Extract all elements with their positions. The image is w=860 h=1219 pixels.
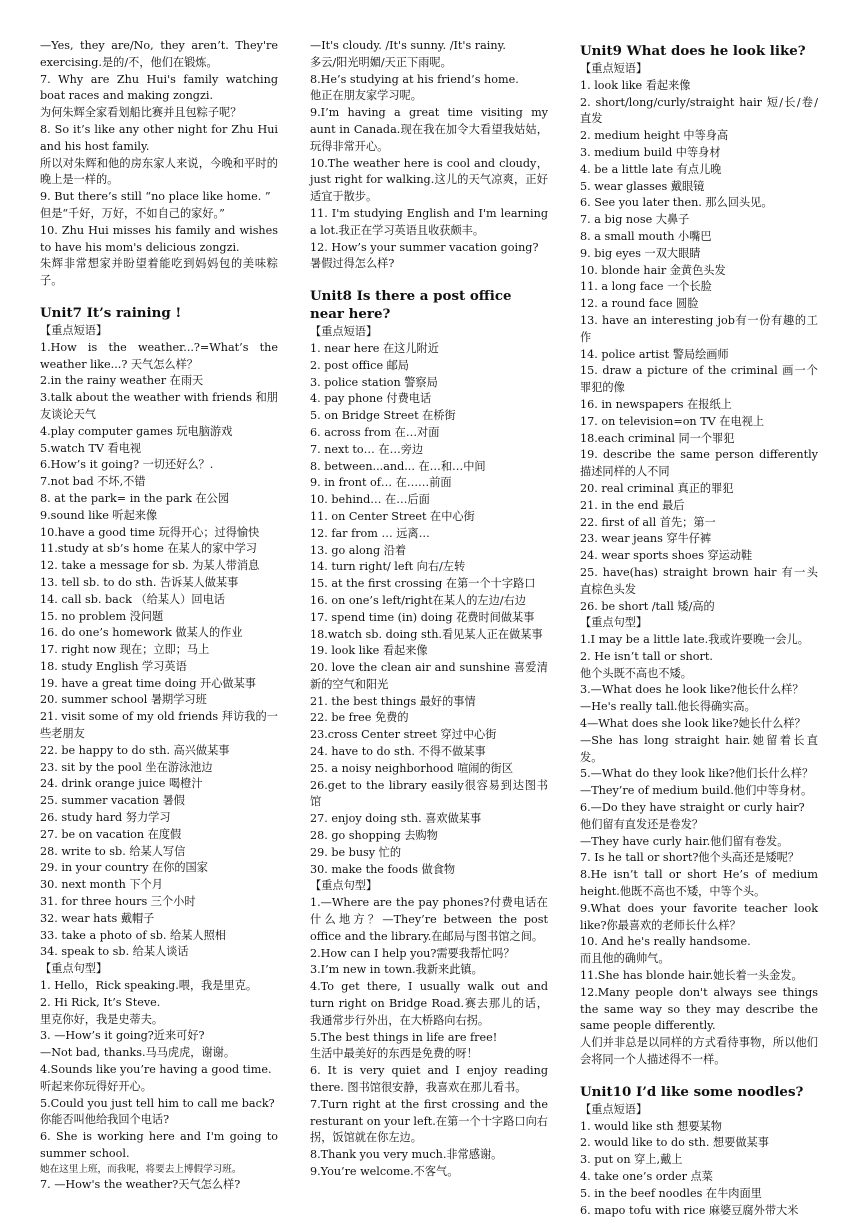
text-line: 29. be busy 忙的	[310, 845, 402, 859]
text-line: 14. turn right/ left 向右/左转	[310, 560, 466, 574]
text-line: 4. be a little late 有点儿晚	[580, 162, 722, 176]
text-line: 23.cross Center street 穿过中心街	[310, 728, 497, 742]
text-line: 9.What does your favorite teacher look like?你最喜欢的老师长什么样？	[580, 901, 818, 932]
text-line: 7. Why are Zhu Hui's family watching boat races and making zongzi.	[40, 72, 278, 103]
text-line: 里克你好，我是史蒂夫。	[40, 1012, 164, 1026]
text-line: 28. go shopping 去购物	[310, 829, 438, 843]
text-line: 20. summer school 暑期学习班	[40, 693, 207, 707]
unit-heading: Unit10 I’d like some noodles?	[580, 1083, 804, 1100]
text-line: 24. drink orange juice 喝橙汁	[40, 777, 203, 791]
text-line: 6. across from 在…对面	[310, 425, 440, 439]
text-line: 8.Thank you very much.非常感谢。	[310, 1148, 503, 1162]
text-line: 10. And he's really handsome.	[580, 935, 751, 949]
text-line: 16. do one’s homework 做某人的作业	[40, 626, 243, 640]
text-line: 【重点短语】	[40, 323, 108, 337]
text-line: 14. police artist 警局绘画师	[580, 347, 729, 361]
text-line: 2. Hi Rick, It’s Steve.	[40, 995, 161, 1009]
text-line: 1. Hello，Rick speaking.喂，我是里克。	[40, 979, 258, 993]
text-line: 10.The weather here is cool and cloudy，just right for walking.这儿的天气凉爽，正好适宜于散步。	[310, 156, 548, 204]
text-line: 6.—Do they have straight or curly hair?	[580, 801, 805, 815]
text-line: 2. post office 邮局	[310, 358, 409, 372]
text-line: 31. for three hours 三个小时	[40, 895, 196, 909]
text-line: 7.Turn right at the first crossing and the resturant on your left.在第一个十字路口向右拐，饭馆就在你左边。	[310, 1097, 548, 1145]
text-line: 27. be on vacation 在度假	[40, 827, 182, 841]
text-line: 3. put on 穿上,戴上	[580, 1153, 683, 1167]
text-line: 4. take one’s order 点菜	[580, 1170, 713, 1183]
text-line: —She has long straight hair.她留着长直发。	[580, 733, 818, 764]
text-line: 16. in newspapers 在报纸上	[580, 397, 732, 411]
text-line: 暑假过得怎么样?	[310, 257, 395, 271]
text-line: 4. pay phone 付费电话	[310, 392, 432, 406]
text-line: 30. next month 下个月	[40, 878, 163, 892]
text-line: 7. —How's the weather?天气怎么样?	[40, 1177, 241, 1191]
text-line: 8. at the park= in the park 在公园	[40, 491, 230, 505]
text-line: 26.get to the library easily很容易到达图书馆	[310, 778, 548, 809]
text-line: 25. a noisy neighborhood 喧闹的街区	[310, 761, 514, 775]
unit-heading: Unit8 Is there a post office near here?	[310, 288, 512, 323]
text-line: 2. medium height 中等身高	[580, 129, 729, 143]
text-line: 8. between...and... 在…和…中间	[310, 459, 486, 473]
text-line: 18.watch sb. doing sth.看见某人正在做某事	[310, 627, 543, 641]
text-line: 7. Is he tall or short?他个头高还是矮呢？	[580, 851, 800, 865]
text-line: 3. police station 警察局	[310, 375, 438, 389]
text-line: 21. the best things 最好的事情	[310, 694, 476, 708]
text-line: 12. a round face 圆脸	[580, 297, 699, 311]
text-line: 6. It is very quiet and I enjoy reading there. 图书馆很安静，我喜欢在那儿看书。	[310, 1064, 548, 1095]
text-line: 12. far from … 远离…	[310, 526, 430, 540]
text-line: 他正在朋友家学习呢。	[310, 89, 422, 103]
text-line: 19. have a great time doing 开心做某事	[40, 676, 256, 690]
text-line: 9.I’m having a great time visiting my aunt in Canada.现在我在加令大看望我姑姑，玩得非常开心。	[310, 106, 548, 153]
text-line: 4.To get there, I usually walk out and turn right on Bridge Road.赛去那儿的话，我通常步行外出，在大桥路向右拐。	[310, 980, 548, 1027]
text-line: 34. speak to sb. 给某人谈话	[40, 945, 189, 959]
text-line: 20. love the clean air and sunshine 喜爱清新的空气和阳光	[310, 661, 548, 691]
text-line: 26. be short /tall 矮/高的	[580, 599, 715, 613]
text-line: 33. take a photo of sb. 给某人照相	[40, 928, 226, 942]
text-line: 12. take a message for sb. 为某人带消息	[40, 559, 260, 573]
text-line: 27. enjoy doing sth. 喜欢做某事	[310, 812, 482, 826]
text-line: 1.I may be a little late.我或许要晚一会儿。	[580, 633, 809, 647]
text-line: 16. on one’s left/right在某人的左边/右边	[310, 593, 526, 607]
text-line: 9. in front of… 在……前面	[310, 476, 452, 490]
text-line: 29. in your country 在你的国家	[40, 861, 208, 875]
text-column-middle	[310, 38, 548, 1181]
text-line: 4.Sounds like you’re having a good time.	[40, 1063, 272, 1077]
text-line: 22. first of all 首先；第一	[580, 515, 716, 529]
text-line: 10.have a good time 玩得开心；过得愉快	[40, 525, 260, 539]
text-line: 但是“千好，万好，不如自己的家好。”	[40, 206, 225, 220]
text-line: 他个头既不高也不矮。	[580, 666, 692, 680]
text-line: 所以对朱辉和他的房东家人来说，今晚和平时的晚上是一样的。	[40, 156, 278, 187]
text-line: 2. would like to do sth. 想要做某事	[580, 1136, 769, 1150]
text-line: 【重点短语】	[310, 325, 378, 339]
text-line: 9. But there’s still “no place like home. ”	[40, 190, 271, 204]
text-line: —They’re of medium build.他们中等身材。	[580, 784, 813, 798]
text-line: 多云/阳光明媚/天正下雨呢。	[310, 55, 452, 69]
text-line: 5. on Bridge Street 在桥街	[310, 409, 456, 423]
text-line: 3.I’m new in town.我新来此镇。	[310, 963, 483, 977]
unit-heading: Unit7 It’s raining !	[40, 304, 182, 321]
text-line: 1.How is the weather...?=What’s the weather like...? 天气怎么样？	[40, 340, 278, 371]
text-line: 5.Could you just tell him to call me back?	[40, 1096, 275, 1110]
text-line: 你能否叫他给我回个电话?	[40, 1113, 170, 1127]
text-line: —They have curly hair.他们留有卷发。	[580, 834, 789, 848]
text-line: 9. big eyes 一双大眼睛	[580, 246, 701, 260]
text-line: —Not bad, thanks.马马虎虎，谢谢。	[40, 1046, 236, 1060]
text-column-right	[580, 42, 818, 1219]
text-line: 6. See you later then. 那么回头见。	[580, 196, 773, 210]
text-line: 1. would like sth 想要某物	[580, 1119, 722, 1133]
text-line: 4.play computer games 玩电脑游戏	[40, 424, 233, 438]
text-line: 10. behind… 在…后面	[310, 493, 430, 507]
text-line: 8.He’s studying at his friend’s home.	[310, 72, 519, 86]
text-line: 12. How’s your summer vacation going?	[310, 240, 539, 254]
text-line: 7. next to… 在…旁边	[310, 442, 424, 456]
text-line: 1. near here 在这儿附近	[310, 341, 439, 355]
unit-heading: Unit9 What does he look like?	[580, 43, 806, 59]
text-line: 她在这里上班，而我呢，将要去上博假学习班。	[40, 1163, 242, 1175]
text-column-left	[40, 38, 278, 1194]
text-line: 2. short/long/curly/straight hair 短/长/卷/直发	[580, 95, 818, 126]
text-line: 11. on Center Street 在中心街	[310, 509, 475, 523]
text-line: 15. draw a picture of the criminal 画一个罪犯的像	[580, 364, 818, 395]
text-line: 6. She is working here and I'm going to summer school.	[40, 1130, 278, 1160]
text-line: 生活中最美好的东西是免费的呀！	[310, 1047, 478, 1061]
text-line: 3.—What does he look like?他长什么样？	[580, 683, 804, 697]
text-line: 6. mapo tofu with rice 麻婆豆腐外带大米	[580, 1203, 799, 1217]
text-line: 10. blonde hair 金黄色头发	[580, 263, 726, 277]
text-line: 朱辉非常想家并盼望着能吃到妈妈包的美味粽子。	[40, 257, 278, 288]
text-line: 17. on television=on TV 在电视上	[580, 414, 765, 428]
text-line: 5.watch TV 看电视	[40, 441, 142, 455]
text-line: 15. at the first crossing 在第一个十字路口	[310, 577, 536, 591]
text-line: 11.study at sb’s home 在某人的家中学习	[40, 542, 257, 556]
text-line: 5.The best things in life are free!	[310, 1030, 498, 1044]
text-line: 20. real criminal 真正的罪犯	[580, 481, 734, 495]
text-line: 19. describe the same person differently 描述同样的人不同	[580, 448, 818, 479]
text-line: —Yes, they are/No, they aren’t. They're exercising.是的/不，他们在锻炼。	[40, 39, 278, 69]
text-line: 10. Zhu Hui misses his family and wishes to have his mom's delicious zongzi.	[40, 223, 278, 254]
text-line: 9.You’re welcome.不客气。	[310, 1165, 459, 1178]
text-line: 3.talk about the weather with friends 和朋友谈论天气	[40, 391, 278, 421]
text-line: 26. study hard 努力学习	[40, 811, 171, 825]
text-line: 2.How can I help you?需要我帮忙吗？	[310, 946, 515, 960]
text-line: 而且他的确帅气。	[580, 952, 670, 966]
text-line: 5. in the beef noodles 在牛肉面里	[580, 1186, 762, 1200]
text-line: 25. have(has) straight brown hair 有一头直棕色头发	[580, 565, 818, 596]
text-line: 【重点句型】	[580, 616, 648, 630]
text-line: 【重点短语】	[580, 1102, 648, 1116]
text-line: 8. a small mouth 小嘴巴	[580, 229, 712, 243]
text-line: 为何朱辉全家看划船比赛并且包粽子呢？	[40, 106, 242, 120]
text-line: 24. wear sports shoes 穿运动鞋	[580, 549, 753, 563]
text-line: 5.—What do they look like?他们长什么样？	[580, 767, 814, 781]
text-line: 18. study English 学习英语	[40, 659, 187, 673]
text-line: 28. write to sb. 给某人写信	[40, 844, 186, 858]
text-line: 7.not bad 不坏,不错	[40, 475, 146, 489]
text-line: 1. look like 看起来像	[580, 78, 691, 92]
text-line: 3. —How’s it going?近来可好?	[40, 1029, 205, 1043]
text-line: 21. in the end 最后	[580, 498, 685, 512]
text-line: 15. no problem 没问题	[40, 609, 164, 623]
text-line: 1.—Where are the pay phones?付费电话在什么地方？—They’re between the post office and the library.在邮局与图书馆之间。	[310, 896, 548, 943]
text-line: 17. spend time (in) doing 花费时间做某事	[310, 610, 535, 624]
text-line: 22. be happy to do sth. 高兴做某事	[40, 743, 230, 757]
text-line: 12.Many people don't always see things the same way so they may describe the same people differently.	[580, 985, 818, 1033]
text-line: 25. summer vacation 暑假	[40, 794, 185, 808]
text-line: 22. be free 免费的	[310, 711, 409, 725]
text-line: 4—What does she look like?她长什么样？	[580, 717, 806, 731]
text-line: 13. go along 沿着	[310, 543, 407, 557]
text-line: 24. have to do sth. 不得不做某事	[310, 745, 486, 759]
text-line: 7. a big nose 大鼻子	[580, 213, 690, 227]
text-line: 5. wear glasses 戴眼镜	[580, 179, 705, 193]
text-line: 人们并非总是以同样的方式看待事物，所以他们会将同一个人描述得不一样。	[580, 1036, 818, 1067]
text-line: 【重点短语】	[580, 62, 648, 75]
text-line: 13. tell sb. to do sth. 告诉某人做某事	[40, 575, 239, 589]
text-line: 他们留有直发还是卷发？	[580, 817, 704, 831]
text-line: 【重点句型】	[40, 962, 108, 976]
text-line: 9.sound like 听起来像	[40, 508, 158, 522]
text-line: 11. a long face 一个长脸	[580, 280, 712, 294]
text-line: 18.each criminal 同一个罪犯	[580, 431, 735, 445]
text-line: 13. have an interesting job有一份有趣的工作	[580, 313, 818, 344]
text-line: 32. wear hats 戴帽子	[40, 911, 155, 925]
text-line: 23. wear jeans 穿牛仔裤	[580, 532, 712, 546]
text-line: 6.How’s it going? 一切还好么？.	[40, 458, 214, 472]
text-line: —He's really tall.他长得确实高。	[580, 700, 756, 714]
text-line: 11.She has blonde hair.她长着一头金发。	[580, 969, 803, 983]
text-line: 2.in the rainy weather 在雨天	[40, 374, 204, 388]
text-line: 30. make the foods 做食物	[310, 862, 456, 876]
text-line: 21. visit some of my old friends 拜访我的一些老朋友	[40, 710, 278, 741]
text-line: 2. He isn’t tall or short.	[580, 649, 713, 663]
text-line: 19. look like 看起来像	[310, 644, 428, 658]
text-line: 3. medium build 中等身材	[580, 145, 721, 159]
text-line: 23. sit by the pool 坐在游泳池边	[40, 760, 213, 774]
text-line: 8.He isn’t tall or short He’s of medium height.他既不高也不矮，中等个头。	[580, 868, 818, 899]
text-line: 14. call sb. back （给某人）回电话	[40, 592, 225, 606]
text-line: 8. So it’s like any other night for Zhu Hui and his host family.	[40, 122, 278, 153]
text-line: 【重点句型】	[310, 879, 378, 893]
text-line: 11. I'm studying English and I'm learning a lot.我正在学习英语且收获颇丰。	[310, 206, 548, 237]
text-line: —It's cloudy. /It's sunny. /It's rainy.	[310, 39, 506, 52]
text-line: 17. right now 现在；立即；马上	[40, 643, 210, 657]
text-line: 听起来你玩得好开心。	[40, 1079, 152, 1093]
